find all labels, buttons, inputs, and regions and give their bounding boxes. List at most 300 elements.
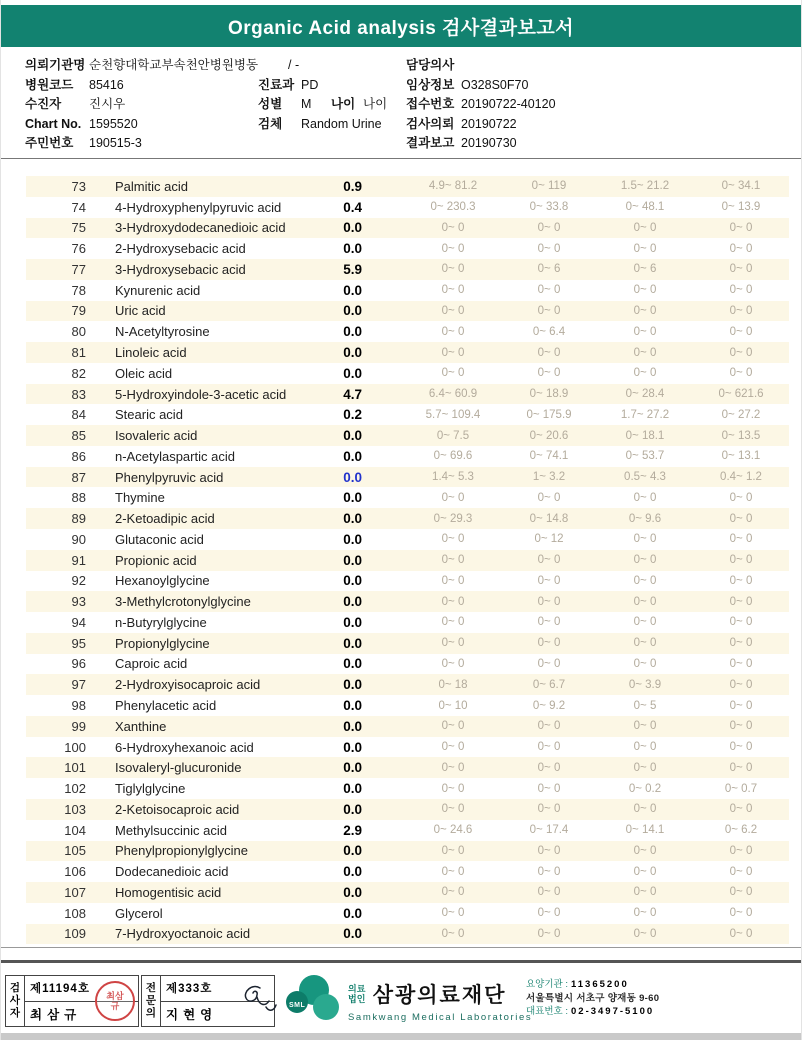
row-number: 80: [71, 324, 86, 340]
reference-range-3: 0~ 0: [633, 886, 657, 899]
field-value-patient: 진시우: [89, 97, 126, 111]
table-row: [26, 841, 789, 862]
reference-range-4: 0~ 0: [729, 533, 753, 546]
reference-range-4: 0~ 0: [729, 346, 753, 359]
reference-range-4: 0~ 0: [729, 595, 753, 608]
reference-range-4: 0~ 34.1: [721, 180, 761, 193]
reference-range-2: 0~ 6.7: [532, 678, 566, 691]
reference-range-1: 0~ 0: [441, 263, 465, 276]
result-value: 0.4: [343, 199, 362, 215]
reference-range-4: 0~ 0: [729, 844, 753, 857]
field-label-specimen: 검체: [258, 116, 283, 131]
reference-range-3: 0~ 6: [633, 263, 657, 276]
row-number: 102: [64, 781, 86, 797]
reference-range-4: 0~ 0: [729, 803, 753, 816]
reference-range-1: 0~ 0: [441, 720, 465, 733]
result-value: 0.0: [343, 324, 362, 340]
reference-range-2: 0~ 33.8: [529, 201, 569, 214]
reference-range-4: 0~ 0: [729, 761, 753, 774]
examiner-seal-icon: [95, 981, 135, 1021]
analyte-name: n-Acetylaspartic acid: [115, 448, 235, 464]
field-label-chart-no: Chart No.: [25, 116, 82, 131]
reference-range-4: 0~ 0: [729, 304, 753, 317]
field-label-patient: 수진자: [25, 97, 62, 111]
row-number: 76: [71, 241, 86, 257]
reference-range-4: 0~ 0: [729, 263, 753, 276]
reference-range-3: 0~ 9.6: [628, 512, 662, 525]
reference-range-2: 0~ 0: [537, 284, 561, 297]
tel-number: 02-3497-5100: [571, 1006, 655, 1017]
reference-range-1: 0~ 69.6: [433, 450, 473, 463]
reference-range-2: 0~ 0: [537, 657, 561, 670]
analyte-name: Dodecanedioic acid: [115, 864, 229, 880]
reference-range-2: 0~ 0: [537, 595, 561, 608]
info-row: [25, 56, 793, 76]
care-org-label: 요양기관 :: [526, 979, 568, 990]
table-row: [26, 550, 789, 571]
reference-range-2: 0~ 0: [537, 761, 561, 774]
reference-range-4: 0~ 13.9: [721, 201, 761, 214]
analyte-name: Phenylpyruvic acid: [115, 469, 224, 485]
reference-range-4: 0~ 621.6: [718, 388, 764, 401]
row-number: 92: [71, 573, 86, 589]
reference-range-1: 0~ 0: [441, 491, 465, 504]
analyte-name: Homogentisic acid: [115, 884, 222, 900]
reference-range-2: 0~ 0: [537, 720, 561, 733]
analyte-name: 2-Hydroxysebacic acid: [115, 241, 246, 257]
reference-range-1: 0~ 0: [441, 574, 465, 587]
analyte-name: Isovaleryl-glucuronide: [115, 760, 242, 776]
reference-range-3: 0~ 18.1: [625, 429, 665, 442]
result-value: 0.0: [343, 656, 362, 672]
result-value: 0.0: [343, 282, 362, 298]
analyte-name: Caproic acid: [115, 656, 188, 672]
analyte-name: 5-Hydroxyindole-3-acetic acid: [115, 386, 287, 402]
table-row: [26, 197, 789, 218]
field-label-receipt-no: 접수번호: [406, 97, 455, 111]
analyte-name: 7-Hydroxyoctanoic acid: [115, 926, 251, 942]
table-row: [26, 301, 789, 322]
reference-range-4: 0~ 0: [729, 720, 753, 733]
reference-range-2: 0~ 0: [537, 616, 561, 629]
field-label-institution: 의뢰기관명: [25, 58, 86, 72]
field-label-hospital-code: 병원코드: [25, 77, 74, 92]
reference-range-4: 0~ 0: [729, 512, 753, 525]
reference-range-1: 0~ 0: [441, 367, 465, 380]
reference-range-3: 0~ 53.7: [625, 450, 665, 463]
reference-range-1: 0~ 0: [441, 533, 465, 546]
reference-range-1: 0~ 0: [441, 886, 465, 899]
reference-range-3: 0~ 0: [633, 907, 657, 920]
reference-range-3: 0~ 0: [633, 242, 657, 255]
reference-range-4: 0~ 0: [729, 657, 753, 670]
row-number: 78: [71, 282, 86, 298]
field-label-sex: 성별: [258, 97, 283, 111]
reference-range-1: 0~ 0: [441, 741, 465, 754]
reference-range-1: 0~ 0: [441, 346, 465, 359]
field-value-ward: / -: [288, 58, 300, 72]
reference-range-3: 0~ 5: [633, 699, 657, 712]
reference-range-2: 0~ 0: [537, 304, 561, 317]
page-title: Organic Acid analysis 검사결과보고서: [227, 17, 575, 39]
reference-range-3: 1.7~ 27.2: [620, 408, 670, 421]
table-row: [26, 176, 789, 197]
org-sml-label: SML: [289, 1002, 306, 1009]
table-row: [26, 633, 789, 654]
table-row: [26, 882, 789, 903]
analyte-name: Kynurenic acid: [115, 282, 201, 298]
analyte-name: Glutaconic acid: [115, 531, 204, 547]
row-number: 98: [71, 698, 86, 714]
reference-range-3: 0~ 0: [633, 284, 657, 297]
reference-range-2: 0~ 0: [537, 844, 561, 857]
field-value-request-date: 20190722: [461, 116, 517, 131]
table-row: [26, 674, 789, 695]
reference-range-4: 0~ 27.2: [721, 408, 761, 421]
reference-range-4: 0.4~ 1.2: [720, 471, 762, 484]
field-value-clinical-info: O328S0F70: [461, 77, 529, 92]
reference-range-3: 0~ 0: [633, 844, 657, 857]
analyte-name: Palmitic acid: [115, 178, 188, 194]
analyte-name: 4-Hydroxyphenylpyruvic acid: [115, 199, 282, 215]
reference-range-3: 0~ 3.9: [628, 678, 662, 691]
table-bottom-divider: [1, 947, 801, 948]
field-value-report-date: 20190730: [461, 136, 517, 150]
reference-range-4: 0~ 0: [729, 284, 753, 297]
reference-range-1: 6.4~ 60.9: [428, 388, 478, 401]
field-value-receipt-no: 20190722-40120: [461, 97, 556, 111]
reference-range-2: 0~ 0: [537, 803, 561, 816]
row-number: 86: [71, 448, 86, 464]
reference-range-3: 0~ 0.2: [628, 782, 662, 795]
row-number: 93: [71, 594, 86, 610]
reference-range-3: 0~ 0: [633, 554, 657, 567]
reference-range-4: 0~ 0: [729, 865, 753, 878]
reference-range-2: 0~ 9.2: [532, 699, 566, 712]
specialist-cert-no: 제333호: [161, 976, 274, 1002]
row-number: 95: [71, 635, 86, 651]
table-row: [26, 654, 789, 675]
table-row: [26, 529, 789, 550]
analyte-name: 2-Hydroxyisocaproic acid: [115, 677, 261, 693]
row-number: 79: [71, 303, 86, 319]
reference-range-3: 0~ 0: [633, 325, 657, 338]
field-label-age: 나이: [331, 97, 356, 111]
row-number: 87: [71, 469, 86, 485]
table-row: [26, 363, 789, 384]
row-number: 100: [64, 739, 86, 755]
reference-range-2: 0~ 18.9: [529, 388, 569, 401]
table-row: [26, 238, 789, 259]
reference-range-2: 0~ 0: [537, 491, 561, 504]
row-number: 104: [64, 822, 86, 838]
reference-range-4: 0~ 6.2: [724, 824, 758, 837]
footer: [5, 975, 797, 1033]
result-value: 0.0: [343, 552, 362, 568]
reference-range-1: 0~ 24.6: [433, 824, 473, 837]
reference-range-1: 0~ 10: [438, 699, 468, 712]
analyte-name: Propionylglycine: [115, 635, 210, 651]
reference-range-2: 0~ 12: [534, 533, 564, 546]
results-body: [26, 176, 789, 944]
analyte-name: Oleic acid: [115, 365, 173, 381]
result-value: 0.0: [343, 448, 362, 464]
reference-range-2: 0~ 14.8: [529, 512, 569, 525]
field-value-specimen: Random Urine: [301, 116, 382, 131]
table-row: [26, 446, 789, 467]
row-number: 96: [71, 656, 86, 672]
row-number: 77: [71, 261, 86, 277]
reference-range-4: 0~ 0: [729, 907, 753, 920]
reference-range-4: 0~ 0: [729, 927, 753, 940]
row-number: 91: [71, 552, 86, 568]
result-value: 0.0: [343, 843, 362, 859]
row-number: 82: [71, 365, 86, 381]
table-row: [26, 612, 789, 633]
reference-range-1: 0~ 0: [441, 221, 465, 234]
result-value: 4.7: [343, 386, 362, 402]
analyte-name: 2-Ketoisocaproic acid: [115, 801, 240, 817]
table-row: [26, 280, 789, 301]
reference-range-3: 0~ 0: [633, 803, 657, 816]
field-value-institution: 순천향대학교부속천안병원병동: [89, 58, 259, 72]
reference-range-1: 0~ 0: [441, 637, 465, 650]
reference-range-4: 0~ 0: [729, 678, 753, 691]
table-row: [26, 737, 789, 758]
reference-range-2: 0~ 17.4: [529, 824, 569, 837]
table-row: [26, 799, 789, 820]
reference-range-4: 0~ 13.5: [721, 429, 761, 442]
reference-range-2: 0~ 0: [537, 554, 561, 567]
result-value: 5.9: [343, 261, 362, 277]
result-value: 0.0: [343, 594, 362, 610]
reference-range-3: 0~ 48.1: [625, 201, 665, 214]
reference-range-2: 0~ 0: [537, 221, 561, 234]
field-value-chart-no: 1595520: [89, 116, 138, 131]
table-row: [26, 820, 789, 841]
analyte-name: Thymine: [115, 490, 165, 506]
row-number: 83: [71, 386, 86, 402]
table-row: [26, 757, 789, 778]
reference-range-1: 0~ 18: [438, 678, 468, 691]
row-number: 107: [64, 884, 86, 900]
info-row: [25, 134, 793, 154]
field-label-clinical-info: 임상정보: [406, 77, 455, 92]
reference-range-2: 0~ 0: [537, 886, 561, 899]
result-value: 0.0: [343, 428, 362, 444]
analyte-name: Isovaleric acid: [115, 428, 198, 444]
reference-range-3: 0~ 0: [633, 637, 657, 650]
reference-range-4: 0~ 0: [729, 574, 753, 587]
footer-divider: [1, 960, 801, 963]
reference-range-2: 1~ 3.2: [532, 471, 566, 484]
analyte-name: Uric acid: [115, 303, 166, 319]
table-row: [26, 487, 789, 508]
info-row: [25, 95, 793, 115]
reference-range-1: 1.4~ 5.3: [432, 471, 474, 484]
reference-range-4: 0~ 0: [729, 741, 753, 754]
table-row: [26, 218, 789, 239]
result-value: 0.2: [343, 407, 362, 423]
reference-range-3: 0~ 0: [633, 574, 657, 587]
row-number: 105: [64, 843, 86, 859]
analyte-name: Linoleic acid: [115, 345, 187, 360]
reference-range-3: 0~ 0: [633, 616, 657, 629]
result-value: 0.0: [343, 345, 362, 360]
report-title-banner: [1, 5, 801, 47]
reference-range-3: 0~ 14.1: [625, 824, 665, 837]
table-row: [26, 903, 789, 924]
org-prefix-label: 의료법인: [348, 984, 366, 1004]
reference-range-1: 0~ 0: [441, 595, 465, 608]
field-value-department: PD: [301, 77, 319, 92]
reference-range-3: 0.5~ 4.3: [624, 471, 666, 484]
field-label-doctor: 담당의사: [406, 58, 455, 72]
reference-range-3: 0~ 28.4: [625, 388, 665, 401]
table-row: [26, 467, 789, 488]
result-value: 0.0: [343, 760, 362, 776]
analyte-name: Xanthine: [115, 718, 167, 734]
table-row: [26, 384, 789, 405]
org-logo-icon: [286, 975, 344, 1027]
reference-range-1: 0~ 0: [441, 782, 465, 795]
care-org-number: 11365200: [571, 979, 629, 990]
info-row: [25, 115, 793, 135]
reference-range-1: 0~ 0: [441, 803, 465, 816]
field-value-sex: M: [301, 97, 312, 111]
reference-range-3: 0~ 0: [633, 761, 657, 774]
reference-range-2: 0~ 0: [537, 574, 561, 587]
header-divider: [1, 158, 801, 159]
reference-range-2: 0~ 119: [531, 180, 567, 193]
result-value: 0.0: [343, 490, 362, 506]
result-value: 0.0: [343, 573, 362, 589]
result-value: 0.0: [343, 614, 362, 630]
row-number: 84: [71, 407, 86, 423]
org-care-line: [526, 978, 659, 992]
analyte-name: Propionic acid: [115, 552, 197, 568]
reference-range-1: 0~ 0: [441, 657, 465, 670]
result-value: 0.0: [343, 781, 362, 797]
analyte-name: 3-Hydroxysebacic acid: [115, 261, 246, 277]
reference-range-1: 0~ 0: [441, 304, 465, 317]
analyte-name: Methylsuccinic acid: [115, 822, 227, 838]
analyte-name: N-Acetyltyrosine: [115, 324, 210, 340]
analyte-name: n-Butyrylglycine: [115, 614, 207, 630]
row-number: 101: [64, 760, 86, 776]
org-tel-line: [526, 1005, 659, 1019]
reference-range-2: 0~ 6: [537, 263, 561, 276]
reference-range-3: 0~ 0: [633, 595, 657, 608]
row-number: 108: [64, 905, 86, 921]
result-value: 0.0: [343, 884, 362, 900]
table-row: [26, 321, 789, 342]
row-number: 90: [71, 531, 86, 547]
reference-range-1: 0~ 0: [441, 927, 465, 940]
result-value: 0.0: [343, 241, 362, 257]
reference-range-4: 0~ 0: [729, 637, 753, 650]
org-text: [348, 979, 532, 1023]
row-number: 97: [71, 677, 86, 693]
reference-range-2: 0~ 20.6: [529, 429, 569, 442]
reference-range-3: 0~ 0: [633, 741, 657, 754]
reference-range-4: 0~ 0: [729, 491, 753, 504]
table-row: [26, 716, 789, 737]
reference-range-1: 0~ 0: [441, 616, 465, 629]
row-number: 103: [64, 801, 86, 817]
reference-range-1: 0~ 0: [441, 242, 465, 255]
table-row: [26, 695, 789, 716]
analyte-name: 2-Ketoadipic acid: [115, 511, 215, 527]
result-value: 2.9: [343, 822, 362, 838]
field-label-request-date: 검사의뢰: [406, 116, 455, 131]
reference-range-1: 0~ 0: [441, 325, 465, 338]
analyte-name: Stearic acid: [115, 407, 183, 423]
reference-range-3: 0~ 0: [633, 927, 657, 940]
result-value: 0.9: [343, 178, 362, 194]
result-value: 0.0: [343, 303, 362, 319]
result-value: 0.0: [343, 864, 362, 880]
table-row: [26, 571, 789, 592]
result-value: 0.0: [343, 801, 362, 817]
reference-range-3: 0~ 0: [633, 367, 657, 380]
row-number: 99: [71, 718, 86, 734]
results-table: [26, 176, 789, 944]
reference-range-4: 0~ 0: [729, 616, 753, 629]
row-number: 74: [71, 199, 86, 215]
reference-range-2: 0~ 0: [537, 865, 561, 878]
reference-range-4: 0~ 0: [729, 367, 753, 380]
org-name-english: Samkwang Medical Laboratories: [348, 1012, 533, 1023]
reference-range-1: 0~ 29.3: [433, 512, 473, 525]
result-value: 0.0: [343, 698, 362, 714]
row-number: 85: [71, 428, 86, 444]
analyte-name: Hexanoylglycine: [115, 573, 210, 589]
seal-text: 최삼규: [106, 991, 124, 1011]
reference-range-3: 0~ 0: [633, 346, 657, 359]
reference-range-1: 0~ 230.3: [430, 201, 476, 214]
field-value-resident-no: 190515-3: [89, 136, 142, 150]
result-value: 0.0: [343, 718, 362, 734]
row-number: 81: [71, 345, 86, 360]
result-value: 0.0: [343, 905, 362, 921]
reference-range-2: 0~ 0: [537, 242, 561, 255]
result-value: 0.0: [343, 926, 362, 942]
row-number: 89: [71, 511, 86, 527]
reference-range-2: 0~ 0: [537, 637, 561, 650]
reference-range-4: 0~ 0: [729, 699, 753, 712]
reference-range-2: 0~ 0: [537, 782, 561, 795]
reference-range-1: 0~ 0: [441, 907, 465, 920]
reference-range-2: 0~ 0: [537, 907, 561, 920]
page-bottom-edge: [1, 1033, 801, 1040]
analyte-name: Phenylacetic acid: [115, 698, 217, 714]
reference-range-4: 0~ 0: [729, 886, 753, 899]
examiner-box: [5, 975, 139, 1027]
signature-mark-icon: [238, 982, 278, 1025]
table-row: [26, 508, 789, 529]
org-address: 서울특별시 서초구 양재동 9-60: [526, 992, 660, 1004]
reference-range-4: 0~ 0: [729, 242, 753, 255]
reference-range-2: 0~ 6.4: [532, 325, 566, 338]
analyte-name: 3-Hydroxydodecanedioic acid: [115, 220, 286, 236]
reference-range-3: 0~ 0: [633, 657, 657, 670]
specialist-box: [141, 975, 275, 1027]
row-number: 73: [71, 178, 86, 194]
reference-range-1: 0~ 0: [441, 554, 465, 567]
field-value-hospital-code: 85416: [89, 77, 124, 92]
reference-range-2: 0~ 0: [537, 367, 561, 380]
